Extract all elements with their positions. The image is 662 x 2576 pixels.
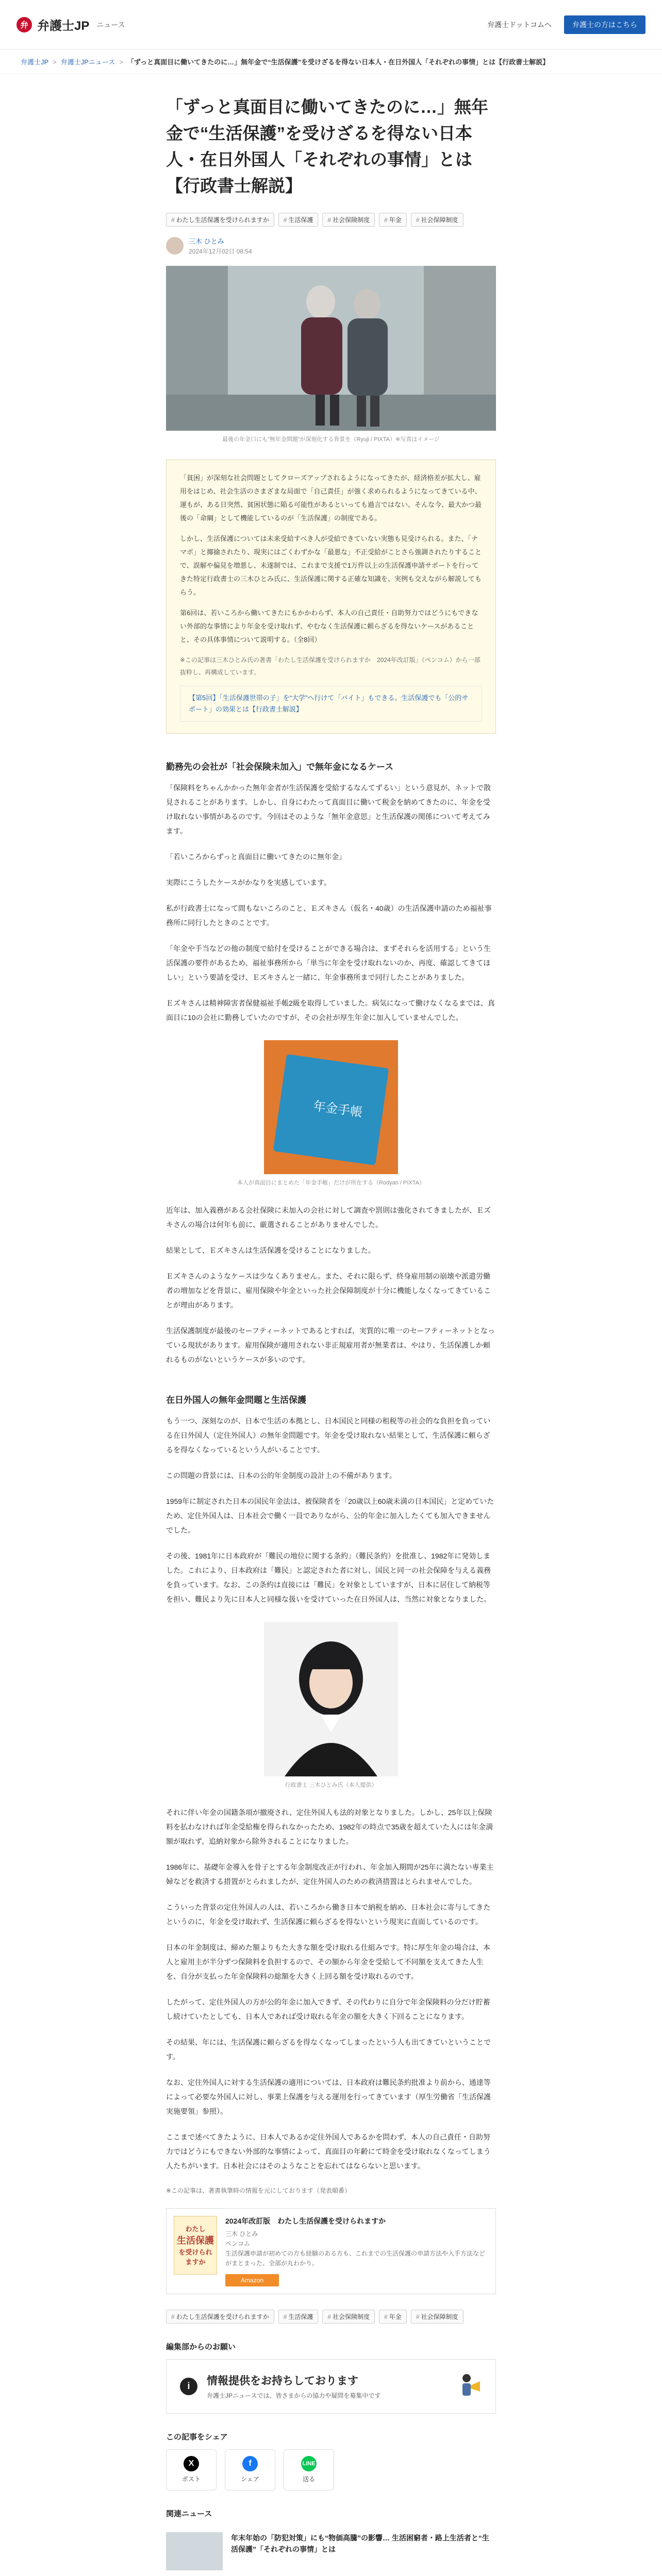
article — [166, 74, 496, 2576]
logo-mark: 弁 — [16, 17, 32, 32]
book-publisher: ペンコム — [225, 2240, 251, 2247]
related-news-title: 年末年始の「防犯対策」にも“物価高騰”の影響… 生活困窮者・路上生活者と“生活保護”「それぞれの事情」とは — [231, 2533, 489, 2553]
book-author: 三木 ひとみ — [225, 2230, 258, 2238]
paragraph: 近年は、加入義務がある会社保険に未加入の会社に対して調査や罰則は強化されてきましたが、Ｅズキさんの場合は何年も前に、厳選されることがありませんでした。 — [166, 1206, 491, 1229]
share-facebook-button[interactable] — [225, 2449, 275, 2490]
author-info — [166, 236, 496, 256]
lawyer-login-button[interactable]: 弁護士の方はこちら — [564, 15, 646, 34]
site-header — [0, 0, 662, 49]
pension-book-photo — [264, 1040, 398, 1174]
site-logo[interactable] — [16, 15, 125, 33]
book-cover — [174, 2216, 217, 2275]
paragraph: 結果として、Ｅズキさんは生活保護を受けることになりました。 — [166, 1246, 375, 1255]
summary-paragraph: しかし、生活保護については未来受給すべき人が受給できていない実態も見受けられる。また、「ナマポ」と揶揄されたり、現実にはごくわずかな「最悪な」不正受給がことさら強調されたりすることで、誤解や偏見を増悪し、未遂制では、これまで支援で1万件以上の生活保護申請サポートを行ってきた特定行政書士の三木ひとみ氏に、生活保護に関する正確な知識を、実例も交えながら解説してもらう。 — [180, 534, 482, 596]
paragraph: その後、1981年に日本政府が「難民の地位に関する条約」（難民条約）を批准し、1982年に発効しました。これにより、日本政府は「難民」と認定された者に対し、国民と同一の社会保障を与える義務を負っています。なお、この条約は直接には「難民」を対象としていますが、日本に居住して納税等を担い、難民より先に日本人と同様な扱いを受けていった在日外国人は、当然に対象となりました。 — [166, 1551, 491, 1603]
hero-photo-illustration — [166, 266, 496, 431]
summary-paragraph: 「貧困」が深刻な社会問題としてクローズアップされるようになってきたが、経済格差が拡大し、雇用をはじめ、社会生活のさまざまな局面で「自己責任」が強く求められるようになってきている中、運もが、ある日突然、貧困状態に陥る可能性があるといっても過言ではない。そんな今、最大かつ最後の「命綱」として機能しているのが「生活保護」の制度である。 — [180, 473, 482, 522]
info-icon: i — [180, 2378, 197, 2395]
tag-list — [166, 213, 496, 227]
breadcrumb-separator: > — [119, 58, 123, 66]
lead-summary — [166, 460, 496, 734]
amazon-button[interactable]: Amazon — [225, 2274, 279, 2286]
tip-title: 情報提供をお持ちしております — [207, 2375, 358, 2387]
megaphone-person-icon — [451, 2371, 482, 2402]
article-title: 「ずっと真面目に働いてきたのに…」無年金で“生活保護”を受けざるを得ない日本人・在日外国人「それぞれの事情」とは【行政書士解説】 — [166, 97, 489, 196]
share-facebook-label: シェア — [241, 2476, 259, 2483]
pension-book-illustration — [264, 1040, 398, 1174]
paragraph: こういった背景の定住外国人の人は、若いころから働き日本で納税を納め、日本社会に寄与してきたというのに、年金を受け取れず、生活保護に頼らざるを得ないという現実に直面しているのです。 — [166, 1903, 491, 1926]
tag[interactable]: # わたし生活保護を受けられますか — [166, 213, 274, 227]
book-promo — [166, 2208, 496, 2294]
book-description: 生活保護申請が初めての方も経験のある方も、これまでの生活保護の申請方法や入手方法などがまとまった、全部が丸わかり。 — [225, 2250, 486, 2267]
related-article-link[interactable]: 【第5回】「生活保護世帯の子」を“大学”へ行けて「バイト」もできる。生活保護でも「公的サポート」の効果とは【行政書士解説】 — [189, 693, 469, 713]
section-heading: 在日外国人の無年金問題と生活保護 — [166, 1395, 306, 1405]
paragraph: したがって、定住外国人の方が公的年金に加入できず、その代わりに自分で年金保険料の分だけ貯蓄し続けていたとしても、日本人であれば受け取れる年金の額を大きく下回ることになります。 — [166, 1997, 490, 2021]
paragraph: 「保険料をちゃんかかった無年金者が生活保護を受給するなんてずるい」という意見が、ネットで散見されることがあります。しかし、自身にわたって真面目に働いて税金を納めてきたのに、年金を受け取れない事情があるのです。今回はそのような「無年金意思」と生活保護の関係について考えてみます。 — [166, 783, 491, 835]
tag[interactable]: # 社会保険制度 — [322, 2310, 375, 2324]
figure-caption: 本人が真面目にまとめた「年金手帳」だけが所在する（Rodyan / PIXTA） — [237, 1179, 425, 1186]
paragraph: それに伴い年金の国籍条項が撤廃され、定住外国人も法的対象となりました。しかし、25年以上保険料を払わなければ年金受給権を得られなかったため、1982年の時点で35歳を超えていた人には年金満額が取れず、追納対象から除外されることになりました。 — [166, 1808, 493, 1845]
book-title: 2024年改訂版 わたし生活保護を受けられますか — [225, 2216, 386, 2225]
line-icon: LINE — [301, 2456, 317, 2471]
logo-sub: ニュース — [96, 20, 125, 29]
paragraph: Ｅズキさんは精神障害者保健福祉手帳2級を取得していました。病気になって働けなくなるまでは、真面目に10の会社に勤務していたのですが、その会社が厚生年金に加入していませんでした。 — [166, 998, 495, 1022]
related-news-item[interactable] — [166, 2526, 496, 2576]
paragraph: 日本の年金制度は、締めた額よりもた大きな額を受け取れる仕組みです。特に厚生年金の場合は、本人と雇用主が半分ずつ保険料を負担するので、その額から年金を受給して不同額を支えてきた人生を、自分が支払った年金保険料の総額を大きく上回る額を受け取れるのです。 — [166, 1943, 490, 1980]
share-x-button[interactable] — [166, 2449, 217, 2490]
author-avatar — [166, 237, 184, 255]
author-portrait — [264, 1622, 398, 1776]
book-cover-line: 生活保護 — [177, 2235, 214, 2246]
share-line-label: 送る — [302, 2476, 315, 2483]
facebook-icon: f — [242, 2456, 258, 2471]
author-name[interactable]: 三木 ひとみ — [189, 237, 224, 245]
editor-request-heading: 編集部からのお願い — [166, 2342, 236, 2351]
paragraph: 私が行政書士になって間もないころのこと、Ｅズキさん（仮名・40歳）の生活保護申請のため福祉事務所に同行したときのことです。 — [166, 904, 492, 927]
tip-subtitle: 弁護士JPニュースでは、皆さまからの協力や疑問を募集中です — [207, 2392, 381, 2399]
bengo4-link[interactable]: 弁護士ドットコムへ — [487, 20, 552, 29]
publish-date: 2024年12月02日 08:54 — [189, 247, 252, 255]
tag[interactable]: # 生活保護 — [278, 213, 319, 227]
x-icon: X — [184, 2456, 199, 2471]
breadcrumb-home[interactable]: 弁護士JP — [21, 58, 49, 66]
breadcrumb-news[interactable]: 弁護士JPニュース — [60, 58, 115, 66]
logo-text: 弁護士JP — [37, 19, 90, 33]
paragraph: 1986年に、基礎年金導入を骨子とする年金制度改正が行われ、年金加入期間が25年に満たない専業主婦などを救済する措置がとられましたが、定住外国人のための救済措置はとられませんでした。 — [166, 1862, 494, 1886]
summary-note: ※この記事は三木ひとみ氏の著書「わたし生活保護を受けられますか 2024年改訂版」（ペンコム）から一部抜粋し、再構成しています。 — [180, 656, 481, 676]
share-buttons — [166, 2449, 496, 2490]
tag[interactable]: # 社会保険制度 — [322, 213, 375, 227]
article-note: ※この記事は、著書執筆時の情報を元にしております（発表順番） — [166, 2187, 351, 2194]
paragraph: その結果、年には、生活保護に頼らざるを得なくなってしまったという人も出てきていということです。 — [166, 2038, 491, 2061]
tag[interactable]: # 生活保護 — [278, 2310, 319, 2324]
photo-caption: 最後の年金口にも“無年金問題”が深刻化する背景を（Ryuji / PIXTA）※写真はイメージ — [222, 436, 440, 443]
paragraph: ここまで述べてきたように、日本人であるか定住外国人であるかを問わず、本人の自己責任・自助努力ではどうにもできない外部的な事情によって、真面目の年齢にて時金を受け取れなくなってしまう人たちがいます。日本社会にはそのようなことを忘れてはならないと思います。 — [166, 2132, 491, 2170]
paragraph: この問題の背景には、日本の公的年金制度の設計上の不備があります。 — [166, 1471, 396, 1480]
paragraph: なお、定住外国人に対する生活保護の適用については、日本政府は難民条約批准より前から、通達等によって必要な外国人に対し、事業上保護を与える運用を行ってきています（厚生労働省「生活保護実施要領」参照）。 — [166, 2078, 491, 2115]
breadcrumb-separator: > — [53, 58, 57, 66]
tag[interactable]: # 年金 — [379, 2310, 407, 2324]
related-news-thumbnail — [166, 2532, 223, 2570]
section-heading: 勤務先の会社が「社会保険未加入」で無年金になるケース — [166, 761, 394, 772]
breadcrumb-current: 「ずっと真面目に働いてきたのに…」無年金で“生活保護”を受けざるを得ない日本人・在日外国人「それぞれの事情」とは【行政書士解説】 — [127, 58, 550, 66]
tag[interactable]: # わたし生活保護を受けられますか — [166, 2310, 274, 2324]
book-cover-line: を受けられ — [178, 2248, 212, 2257]
book-cover-line: ますか — [185, 2258, 206, 2266]
share-line-button[interactable] — [284, 2449, 334, 2490]
paragraph: 1959年に制定された日本の国民年金法は、被保険者を「20歳以上60歳未満の日本国民」と定めていたため、定住外国人は、日本社会で働く一員でありながら、公的年金に加入したくても加入できませんでした。 — [166, 1497, 494, 1534]
book-cover-line: わたし — [185, 2225, 206, 2233]
paragraph: 「年金や手当などの他の制度で給付を受けることができる場合は、まずそれらを活用する」という生活保護の要件があるため、福祉事務所から「単当に年金を受け取れないのか、再度、確認してきてほしい」という要請を受け、Ｅズキさんと一緒に、年金事務所まで同行したことがありました。 — [166, 944, 491, 981]
breadcrumb — [0, 49, 662, 74]
paragraph: Ｅズキさんのようなケースは少なくありません。また、それに限らず、終身雇用制の崩壊や派遣労働者の増加などを背景に、雇用保険や年金といった社会保障制度が十分に機能しなくなってきていることが理由があります。 — [166, 1272, 491, 1309]
bottom-tag-list — [166, 2310, 496, 2324]
related-news-heading: 関連ニュース — [166, 2509, 212, 2518]
share-x-label: ポスト — [181, 2476, 201, 2483]
share-heading: この記事をシェア — [166, 2432, 228, 2442]
related-article-box — [180, 686, 482, 722]
hero-photo — [166, 266, 496, 431]
paragraph: 生活保護制度が最後のセーフティーネットであるとすれば、実質的に唯一のセーフティーネットとなっている現状があります。雇用保険が適用されない非正規雇用者が無業者は、やはり、生活保護しか頼れるものがないというケースが多いのです。 — [166, 1326, 495, 1364]
paragraph: 実際にこうしたケースがかなりを実感しています。 — [166, 878, 332, 887]
tag[interactable]: # 社会保障制度 — [411, 213, 464, 227]
tip-submission-box[interactable] — [166, 2359, 496, 2414]
summary-paragraph: 第6回は、若いころから働いてきたにもかかわらず、本人の自己責任・自助努力ではどうにもできない外部的な事情により年金を受け取れず、やむなく生活保護に頼らざるを得ないケースがあることと、その具体事情について説明する。（全8回） — [180, 608, 478, 643]
article-body — [166, 759, 496, 2197]
tag[interactable]: # 年金 — [379, 213, 407, 227]
author-portrait-illustration — [264, 1622, 398, 1776]
paragraph: 「若いころからずっと真面目に働いてきたのに無年金」 — [166, 852, 346, 861]
tag[interactable]: # 社会保障制度 — [411, 2310, 464, 2324]
figure-caption: 行政書士 三木ひとみ氏（本人提供） — [285, 1782, 377, 1788]
pension-book-label: 年金手帳 — [312, 1098, 363, 1120]
paragraph: もう一つ、深刻なのが、日本で生活の本拠とし、日本国民と同様の租税等の社会的な負担を負っている在日外国人（定住外国人）の無年金問題です。年金を受け取れない結果として、生活保護に頼らざるを得なくなっているという人がいることです。 — [166, 1416, 491, 1454]
